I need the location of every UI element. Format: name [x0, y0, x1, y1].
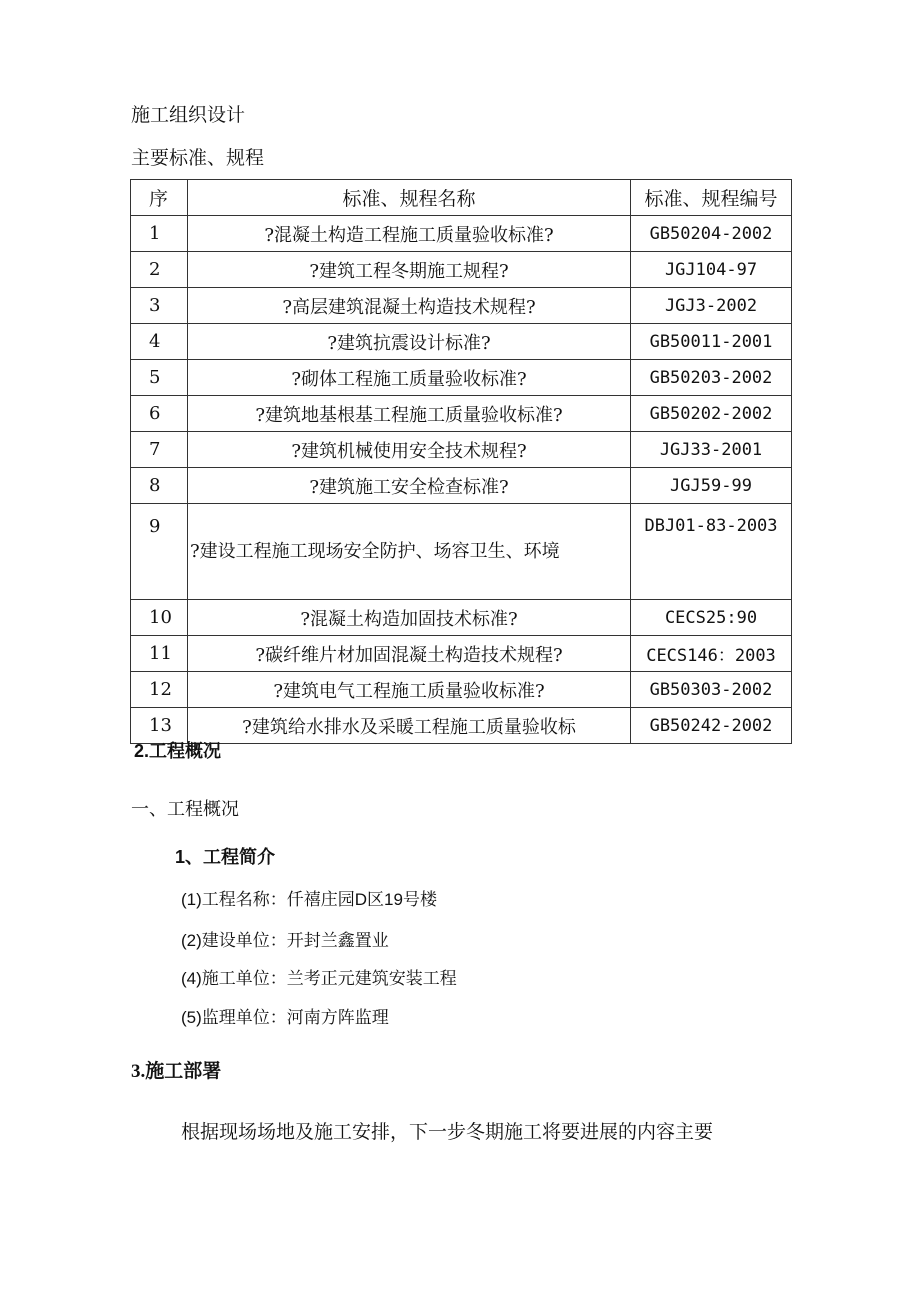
row-name: ?建筑机械使用安全技术规程? — [188, 432, 631, 468]
row-name: ?建筑电气工程施工质量验收标准? — [188, 672, 631, 708]
document-title: 施工组织设计 — [131, 104, 246, 126]
row-code: GB50242-2002 — [631, 708, 792, 744]
contractor-line: (4)施工单位：兰考正元建筑安装工程 — [181, 969, 457, 988]
row-code: JGJ33-2001 — [631, 432, 792, 468]
project-intro-heading: 1、工程简介 — [175, 847, 276, 867]
row-code: JGJ104-97 — [631, 252, 792, 288]
row-no: 9 — [131, 504, 188, 600]
table-row — [131, 288, 792, 324]
row-name: ?建筑抗震设计标准? — [188, 324, 631, 360]
row-code: JGJ59-99 — [631, 468, 792, 504]
row-name: ?砌体工程施工质量验收标准? — [188, 360, 631, 396]
row-no: 4 — [131, 324, 188, 360]
table-header-row — [131, 180, 792, 216]
row-code: CECS146：2003 — [631, 636, 792, 672]
project-name-line: (1)工程名称：仟禧庄园D区19号楼 — [181, 890, 437, 909]
row-name: ?建筑施工安全检查标准? — [188, 468, 631, 504]
header-name: 标准、规程名称 — [188, 180, 631, 216]
row-no: 10 — [131, 600, 188, 636]
table-row — [131, 252, 792, 288]
row-code: GB50303-2002 — [631, 672, 792, 708]
supervisor-line: (5)监理单位：河南方阵监理 — [181, 1008, 389, 1027]
row-no: 3 — [131, 288, 188, 324]
row-name: ?混凝土构造加固技术标准? — [188, 600, 631, 636]
row-code: GB50011-2001 — [631, 324, 792, 360]
header-no: 序 — [131, 180, 188, 216]
row-code: GB50204-2002 — [631, 216, 792, 252]
standards-table — [130, 179, 792, 744]
section-3-heading: 3.施工部署 — [131, 1061, 222, 1082]
row-name: ?混凝土构造工程施工质量验收标准? — [188, 216, 631, 252]
body-paragraph: 根据现场场地及施工安排，下一步冬期施工将要进展的内容主要 — [181, 1121, 714, 1143]
row-name: ?建筑工程冬期施工规程? — [188, 252, 631, 288]
row-name: ?高层建筑混凝土构造技术规程? — [188, 288, 631, 324]
section-label: 主要标准、规程 — [131, 147, 265, 169]
row-name: ?建筑给水排水及采暖工程施工质量验收标 — [188, 708, 631, 744]
row-no: 7 — [131, 432, 188, 468]
developer-line: (2)建设单位：开封兰鑫置业 — [181, 931, 389, 950]
table-row — [131, 708, 792, 744]
overview-heading: 一、工程概况 — [131, 799, 239, 819]
row-no: 12 — [131, 672, 188, 708]
row-name: ?建设工程施工现场安全防护、场容卫生、环境 — [188, 504, 631, 600]
table-row — [131, 396, 792, 432]
row-code: DBJ01-83-2003 — [631, 504, 792, 600]
row-no: 11 — [131, 636, 188, 672]
table-row — [131, 324, 792, 360]
table-row — [131, 600, 792, 636]
row-no: 2 — [131, 252, 188, 288]
table-row — [131, 360, 792, 396]
row-name: ?建筑地基根基工程施工质量验收标准? — [188, 396, 631, 432]
row-no: 13 — [131, 708, 188, 744]
row-no: 5 — [131, 360, 188, 396]
row-no: 8 — [131, 468, 188, 504]
table-row — [131, 432, 792, 468]
row-code: CECS25:90 — [631, 600, 792, 636]
section-2-heading: 2.工程概况 — [134, 741, 222, 761]
table-row — [131, 672, 792, 708]
row-code: GB50203-2002 — [631, 360, 792, 396]
row-no: 1 — [131, 216, 188, 252]
row-name: ?碳纤维片材加固混凝土构造技术规程? — [188, 636, 631, 672]
table-row — [131, 636, 792, 672]
table-row — [131, 468, 792, 504]
row-no: 6 — [131, 396, 188, 432]
table-row — [131, 216, 792, 252]
row-code: GB50202-2002 — [631, 396, 792, 432]
header-code: 标准、规程编号 — [631, 180, 792, 216]
table-row — [131, 504, 792, 600]
row-code: JGJ3-2002 — [631, 288, 792, 324]
